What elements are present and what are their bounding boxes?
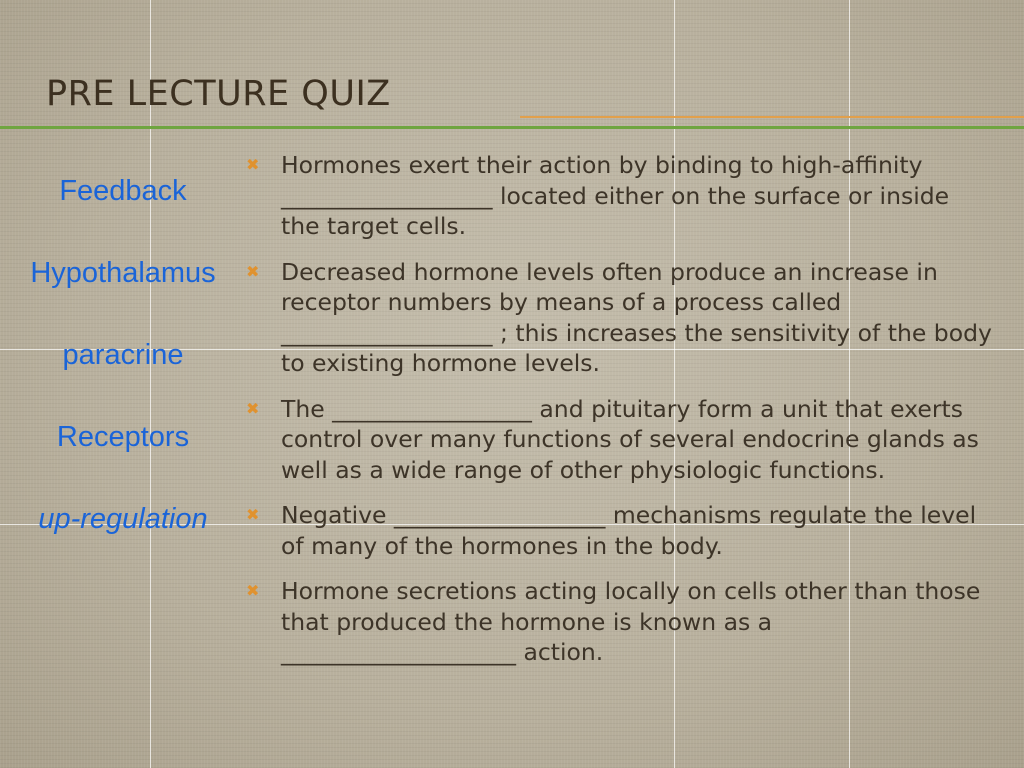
question-text: The _________________ and pituitary form a unit that exerts control over many functions of several endocrine glands as well as a wide range of other physiologic functions. [281,394,979,484]
answer-feedback: Feedback [59,175,187,207]
answer-receptors: Receptors [56,421,190,453]
question-text: Decreased hormone levels often produce an increase in receptor numbers by means of a process called __________________ ; this increases the sensitivity of the body to existing hormone levels. [281,257,992,377]
slide-title: PRE LECTURE QUIZ [46,74,391,114]
x-bullet-icon: ✖ [246,261,260,281]
question-item [246,500,992,561]
answer-paracrine: paracrine [62,339,184,371]
x-bullet-icon: ✖ [246,581,260,600]
question-item [246,257,992,379]
question-text: Hormone secretions acting locally on cells other than those that produced the hormone is known as a ____________________ action. [281,577,981,666]
answer-up-regulation: up-regulation [38,503,208,535]
question-list [246,150,992,683]
answer-hypothalamus: Hypothalamus [30,257,216,289]
x-bullet-icon: ✖ [246,505,260,524]
answer-bank [8,168,238,578]
question-item [246,576,992,668]
title-rule [0,126,1024,129]
question-item [246,394,992,486]
x-bullet-icon: ✖ [246,155,260,174]
title-rule-accent [520,116,1024,118]
question-text: Hormones exert their action by binding to high-affinity __________________ located either on the surface or inside the target cells. [281,151,950,240]
question-text: Negative __________________ mechanisms regulate the level of many of the hormones in the body. [281,501,977,560]
question-item [246,150,992,242]
x-bullet-icon: ✖ [246,398,260,418]
